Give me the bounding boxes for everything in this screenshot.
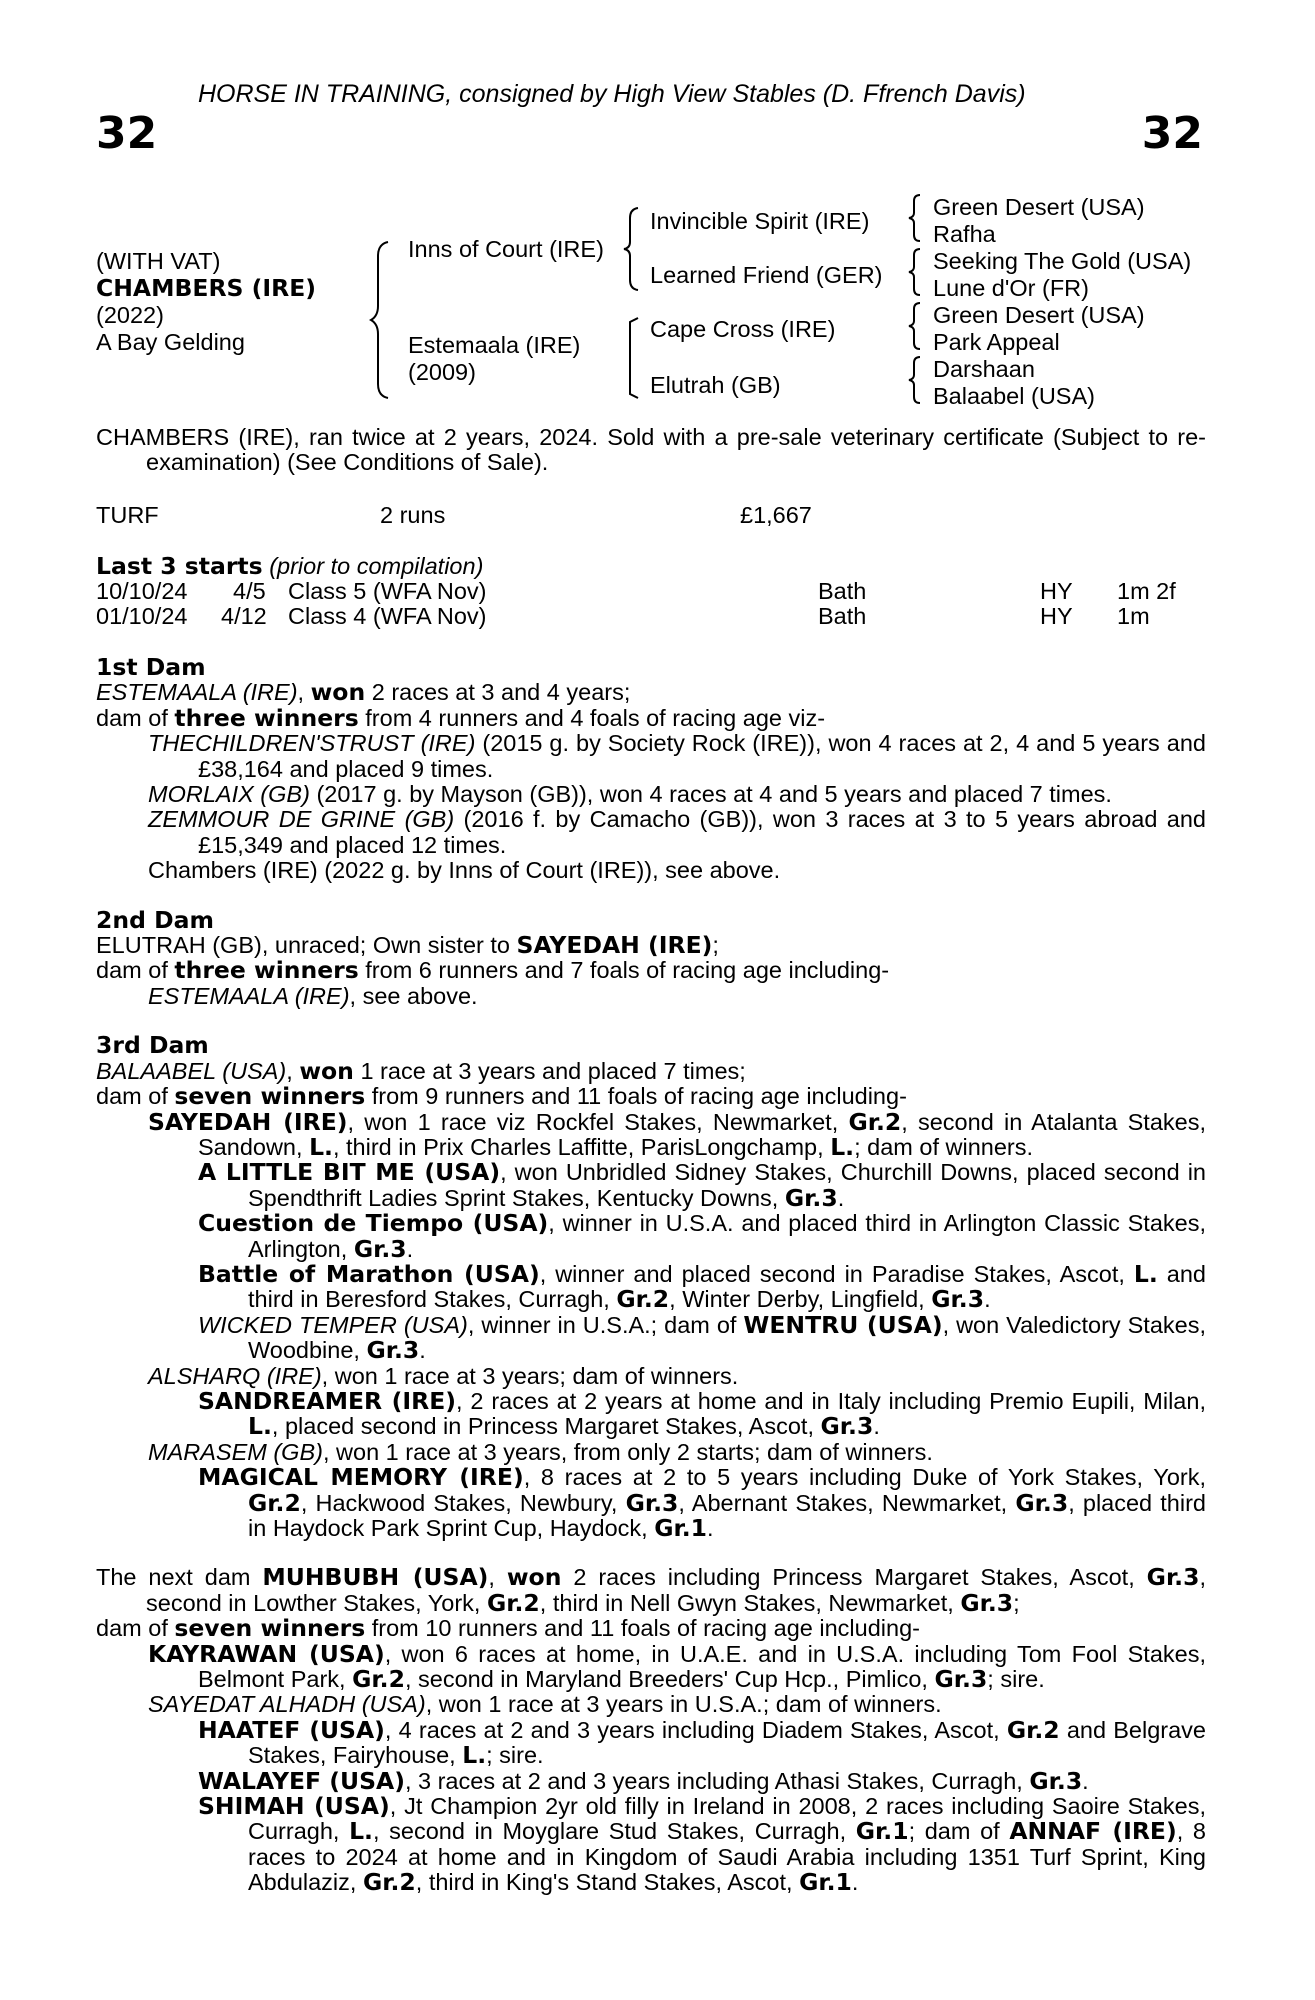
- progeny-entry: Cuestion de Tiempo (USA), winner in U.S.A. and placed third in Arlington Classic Stakes, Arlington, Gr.3.: [198, 1209, 1206, 1263]
- start-race: Class 4 (WFA Nov): [288, 603, 487, 629]
- summary-text: CHAMBERS (IRE), ran twice at 2 years, 2024. Sold with a pre-sale veterinary certificate (Subject to re-examination) (See Conditions of Sale).: [96, 424, 1206, 476]
- dam-dam: Elutrah (GB): [650, 372, 781, 398]
- sire-sire: Invincible Spirit (IRE): [650, 208, 870, 234]
- progeny-entry: ZEMMOUR DE GRINE (GB) (2016 f. by Camacho (GB)), won 3 races at 3 to 5 years abroad and £15,349 and placed 12 times.: [148, 806, 1206, 858]
- start-date: 10/10/24: [96, 578, 188, 604]
- progeny-entry: WICKED TEMPER (USA), winner in U.S.A.; dam of WENTRU (USA), won Valedictory Stakes, Woodbine, Gr.3.: [198, 1310, 1206, 1365]
- lot-number-left: 32: [96, 108, 158, 159]
- progeny-entry: KAYRAWAN (USA), won 6 races at home, in U.A.E. and in U.S.A. including Tom Fool Stakes, Belmont Park, Gr.2, second in Maryland Breeders' Cup Hcp., Pimlico, Gr.3; sire.: [148, 1639, 1206, 1694]
- progeny-entry: MORLAIX (GB) (2017 g. by Mayson (GB)), won 4 races at 4 and 5 years and placed 7 times.: [148, 781, 1112, 808]
- next-dam-produce-line: dam of seven winners from 10 runners and 11 foals of racing age including-: [96, 1614, 920, 1643]
- horse-desc: A Bay Gelding: [96, 329, 245, 355]
- progeny-entry: ESTEMAALA (IRE), see above.: [148, 982, 478, 1009]
- next-dam-line: The next dam MUHBUBH (USA), won 2 races including Princess Margaret Stakes, Ascot, Gr.3, second in Lowther Stakes, York, Gr.2, third in Nell Gwyn Stakes, Newmarket, Gr.3;: [96, 1563, 1206, 1617]
- pedigree-brace-g78: [906, 355, 924, 405]
- pedigree-brace-g34: [906, 247, 924, 297]
- start-course: Bath: [818, 578, 867, 604]
- start-position: 4/5: [233, 578, 266, 604]
- progeny-entry: THECHILDREN'STRUST (IRE) (2015 g. by Society Rock (IRE)), won 4 races at 2, 4 and 5 years and £38,164 and placed 9 times.: [148, 730, 1206, 782]
- first-dam-heading: 1st Dam: [96, 653, 206, 681]
- record-prize: £1,667: [740, 502, 812, 528]
- summary-section: [96, 425, 1206, 476]
- dam-name: Estemaala (IRE): [408, 332, 581, 358]
- sire-dam: Learned Friend (GER): [650, 262, 883, 288]
- start-position: 4/12: [221, 603, 267, 629]
- horse-year: (2022): [96, 302, 164, 328]
- granddam-1: Rafha: [933, 221, 996, 247]
- third-dam-heading: 3rd Dam: [96, 1031, 209, 1060]
- start-course: Bath: [818, 603, 867, 629]
- spacer: [96, 1009, 1206, 1033]
- dam-sire: Cape Cross (IRE): [650, 316, 836, 342]
- grandsire-1: Green Desert (USA): [933, 194, 1145, 220]
- pedigree-brace-main: [370, 240, 392, 400]
- grandsire-2: Seeking The Gold (USA): [933, 248, 1192, 274]
- pedigree-brace-g12: [906, 193, 924, 243]
- lot-number-right: 32: [1141, 108, 1203, 159]
- start-date: 01/10/24: [96, 603, 188, 629]
- dam-sections: [96, 655, 1206, 1896]
- dam-year: (2009): [408, 359, 476, 385]
- record-runs: 2 runs: [380, 502, 446, 528]
- second-dam-produce-line: dam of three winners from 6 runners and 7 foals of racing age including-: [96, 956, 890, 985]
- third-dam-produce-line: dam of seven winners from 9 runners and 11 foals of racing age including-: [96, 1082, 907, 1111]
- granddam-2: Lune d'Or (FR): [933, 275, 1089, 301]
- start-race: Class 5 (WFA Nov): [288, 578, 487, 604]
- start-going: HY: [1040, 603, 1073, 629]
- spacer: [96, 884, 1206, 908]
- progeny-entry: SAYEDAT ALHADH (USA), won 1 race at 3 years in U.S.A.; dam of winners.: [148, 1691, 942, 1718]
- pedigree-brace-dam: [622, 316, 642, 400]
- granddam-4: Balaabel (USA): [933, 383, 1095, 409]
- granddam-3: Park Appeal: [933, 329, 1060, 355]
- start-going: HY: [1040, 578, 1073, 604]
- first-dam-produce-line: dam of three winners from 4 runners and 4 foals of racing age viz-: [96, 703, 826, 732]
- progeny-entry: SHIMAH (USA), Jt Champion 2yr old filly in Ireland in 2008, 2 races including Saoire Stakes, Curragh, L., second in Moyglare Stud Stakes, Curragh, Gr.1; dam of ANNAF (IRE), 8 races to 2024 at home and in Kingdom of Saudi Arabia including 1351 Turf Sprint, King Abdulaziz, Gr.2, third in King's Stand Stakes, Ascot, Gr.1.: [198, 1792, 1206, 1897]
- spacer: [96, 1541, 1206, 1565]
- sire-name: Inns of Court (IRE): [408, 236, 604, 262]
- progeny-entry: SAYEDAH (IRE), won 1 race viz Rockfel Stakes, Newmarket, Gr.2, second in Atalanta Stakes, Sandown, L., third in Prix Charles Laffitte, ParisLongchamp, L.; dam of winners.: [148, 1107, 1206, 1161]
- progeny-entry: WALAYEF (USA), 3 races at 2 and 3 years including Athasi Stakes, Curragh, Gr.3.: [198, 1766, 1089, 1795]
- grandsire-4: Darshaan: [933, 356, 1035, 382]
- page-header: HORSE IN TRAINING, consigned by High View Stables (D. Ffrench Davis): [198, 80, 1026, 108]
- progeny-entry: Battle of Marathon (USA), winner and placed second in Paradise Stakes, Ascot, L. and third in Beresford Stakes, Curragh, Gr.2, Winter Derby, Lingfield, Gr.3.: [198, 1259, 1206, 1314]
- progeny-entry: SANDREAMER (IRE), 2 races at 2 years at home and in Italy including Premio Eupili, Milan, L., placed second in Princess Margaret Stakes, Ascot, Gr.3.: [198, 1386, 1206, 1441]
- progeny-entry: Chambers (IRE) (2022 g. by Inns of Court (IRE)), see above.: [148, 857, 781, 884]
- pedigree-brace-g56: [906, 301, 924, 351]
- progeny-entry: MARASEM (GB), won 1 race at 3 years, from only 2 starts; dam of winners.: [148, 1438, 933, 1465]
- record-surface: TURF: [96, 502, 159, 528]
- progeny-entry: HAATEF (USA), 4 races at 2 and 3 years including Diadem Stakes, Ascot, Gr.2 and Belgrave Stakes, Fairyhouse, L.; sire.: [198, 1715, 1206, 1770]
- progeny-entry: A LITTLE BIT ME (USA), won Unbridled Sidney Stakes, Churchill Downs, placed second in Spendthrift Ladies Sprint Stakes, Kentucky Downs, Gr.3.: [198, 1158, 1207, 1212]
- last-starts-heading: Last 3 starts (prior to compilation): [96, 552, 484, 580]
- progeny-entry: ALSHARQ (IRE), won 1 race at 3 years; dam of winners.: [148, 1362, 739, 1389]
- start-distance: 1m 2f: [1117, 578, 1176, 604]
- third-dam-line: BALAABEL (USA), won 1 race at 3 years and placed 7 times;: [96, 1056, 746, 1085]
- first-dam-line: ESTEMAALA (IRE), won 2 races at 3 and 4 years;: [96, 678, 631, 707]
- pedigree-brace-sire: [622, 206, 642, 292]
- progeny-entry: MAGICAL MEMORY (IRE), 8 races at 2 to 5 years including Duke of York Stakes, York, Gr.2, Hackwood Stakes, Newbury, Gr.3, Abernant Stakes, Newmarket, Gr.3, placed third in Haydock Park Sprint Cup, Haydock, Gr.1.: [198, 1463, 1206, 1542]
- horse-name: CHAMBERS (IRE): [96, 274, 317, 302]
- second-dam-line: ELUTRAH (GB), unraced; Own sister to SAYEDAH (IRE);: [96, 931, 719, 960]
- horse-vat: (WITH VAT): [96, 248, 221, 274]
- grandsire-3: Green Desert (USA): [933, 302, 1145, 328]
- start-distance: 1m: [1117, 603, 1150, 629]
- second-dam-heading: 2nd Dam: [96, 905, 214, 934]
